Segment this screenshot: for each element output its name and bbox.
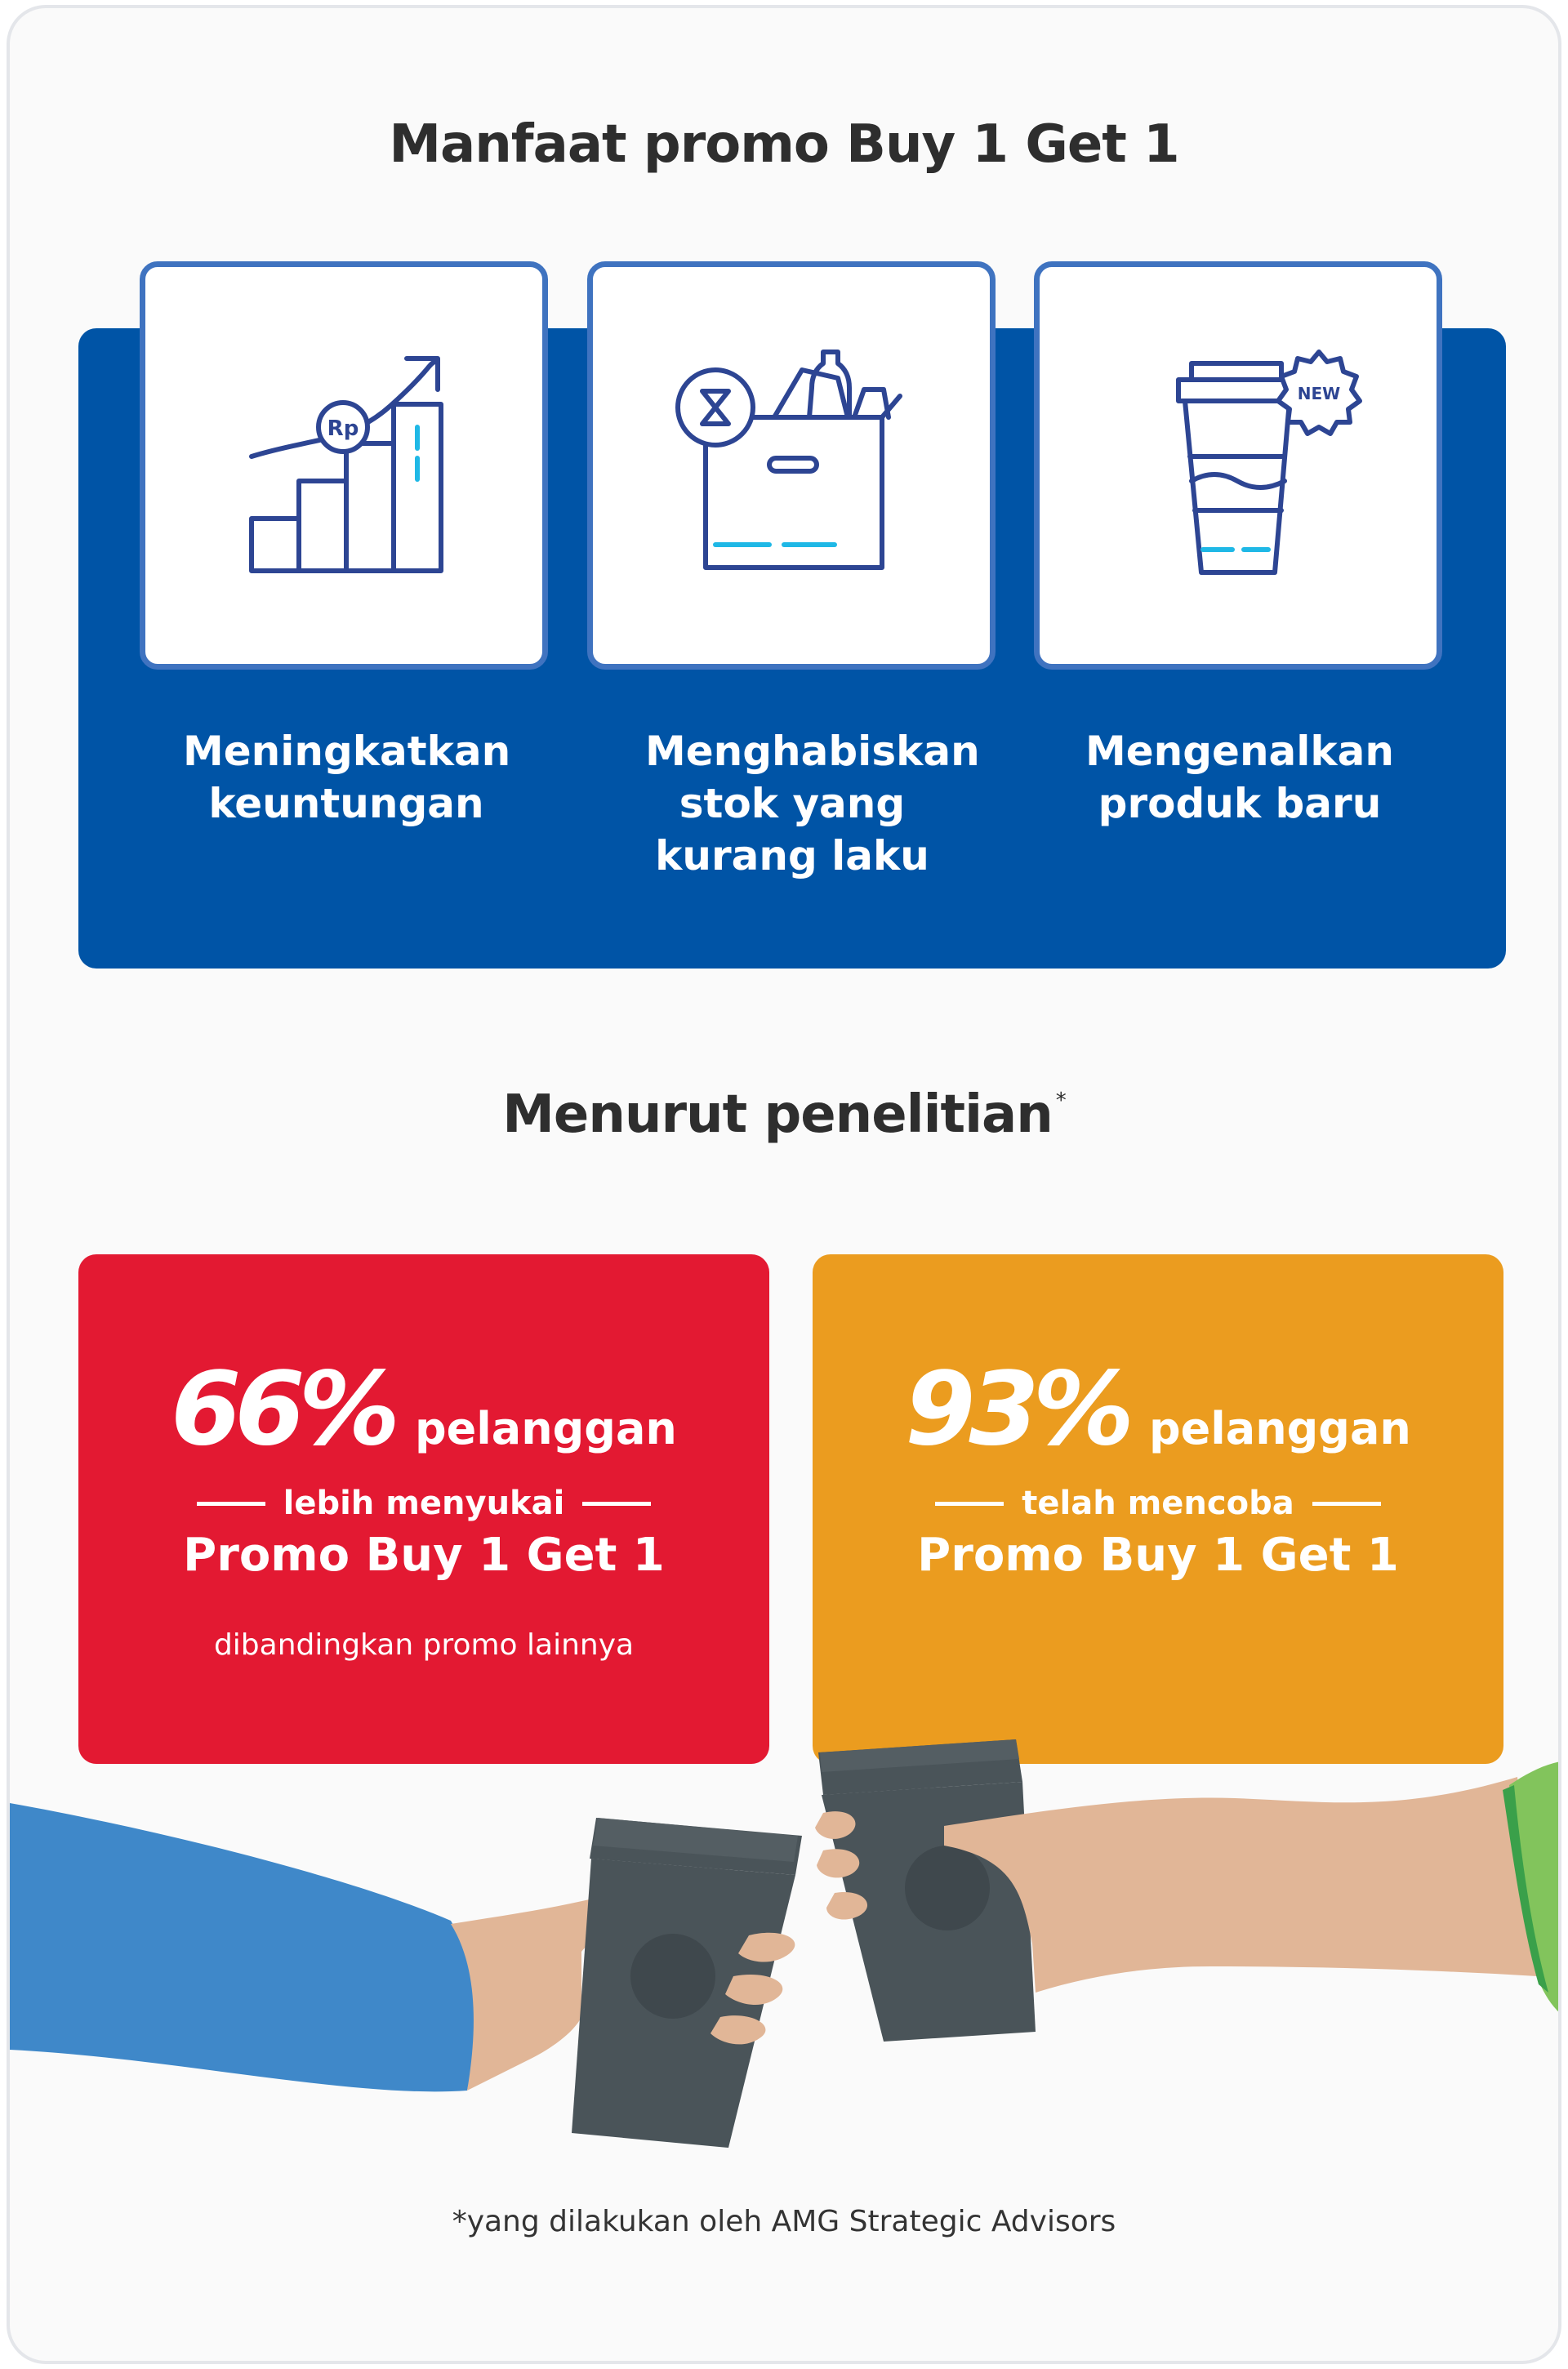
stat-percent: 93% — [905, 1351, 1128, 1468]
stat-promo: Promo Buy 1 Get 1 — [183, 1529, 665, 1582]
stat-percent: 66% — [171, 1351, 394, 1468]
new-cup-icon — [1040, 267, 1437, 664]
profit-chart-icon — [145, 267, 542, 664]
divider — [582, 1502, 651, 1506]
divider — [935, 1502, 1004, 1506]
infographic-frame — [7, 5, 1561, 2364]
cup-toast-illustration — [10, 1707, 1561, 2164]
page-title: Manfaat promo Buy 1 Get 1 — [389, 114, 1179, 175]
rp-badge: Rp — [327, 416, 359, 441]
right-cup — [818, 1739, 1036, 2042]
stat-unit: pelanggan — [1148, 1403, 1411, 1454]
research-title-text: Menurut penelitian — [502, 1084, 1053, 1145]
footnote: *yang dilakukan oleh AMG Strategic Advisors — [452, 2205, 1116, 2238]
benefit-label-profit: Meningkatkan keuntungan — [183, 728, 511, 827]
stat-subtext: telah mencoba — [1022, 1485, 1294, 1522]
benefit-card-profit — [140, 261, 548, 670]
divider — [1312, 1502, 1381, 1506]
stock-box-icon — [593, 267, 990, 664]
benefit-card-new-product — [1034, 261, 1442, 670]
research-marker: * — [1055, 1089, 1066, 1113]
benefit-label-new-product: Mengenalkan produk baru — [1085, 728, 1395, 827]
stat-subline — [813, 1485, 1503, 1522]
benefit-label-stock: Menghabiskan stok yang kurang laku — [645, 728, 980, 879]
stat-promo: Promo Buy 1 Get 1 — [917, 1529, 1399, 1582]
stat-note: dibandingkan promo lainnya — [213, 1628, 635, 1662]
stat-headline — [813, 1351, 1503, 1468]
right-hand — [944, 1777, 1537, 1993]
stat-card-tried — [813, 1254, 1503, 1764]
research-title — [10, 1084, 1558, 1145]
divider — [197, 1502, 265, 1506]
stat-subline — [78, 1485, 769, 1522]
stat-unit: pelanggan — [414, 1403, 677, 1454]
stat-subtext: lebih menyukai — [283, 1485, 565, 1522]
stat-card-prefer — [78, 1254, 769, 1764]
stat-headline — [78, 1351, 769, 1468]
benefit-card-stock — [587, 261, 996, 670]
new-badge: NEW — [1297, 384, 1341, 403]
left-sleeve — [10, 1803, 475, 2091]
